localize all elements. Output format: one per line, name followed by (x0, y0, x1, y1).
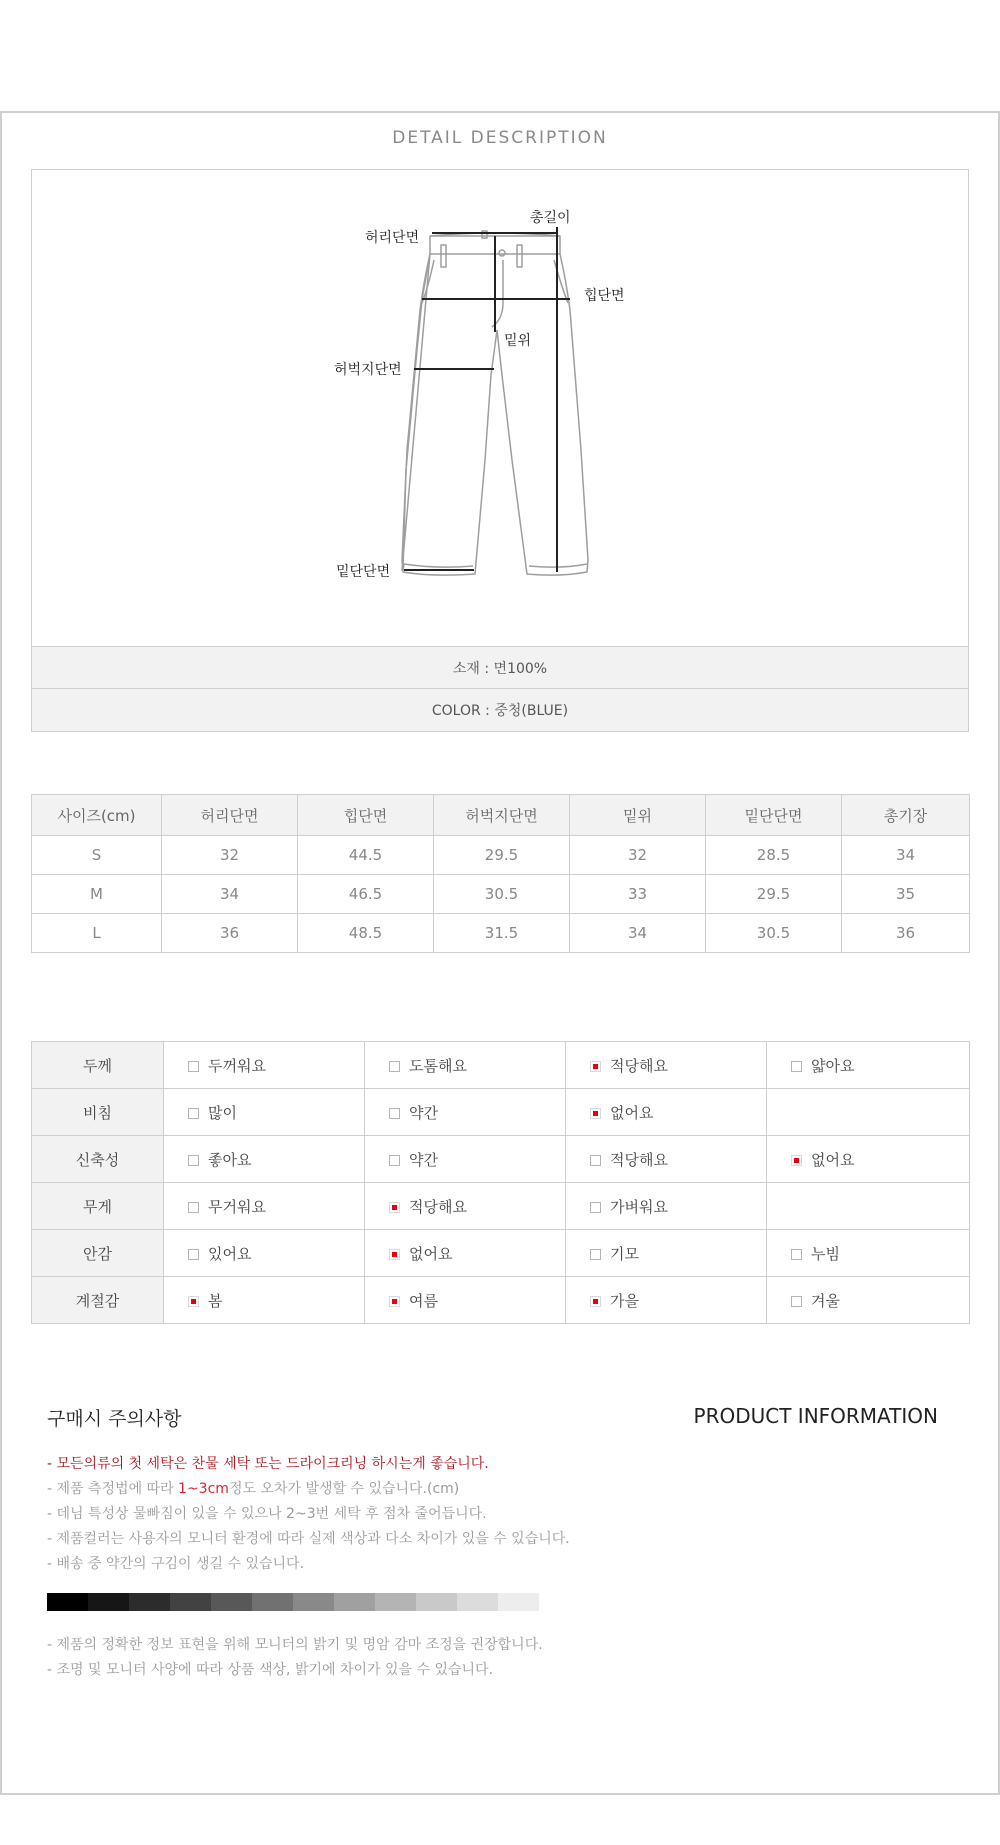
thigh-label: 허벅지단면 (334, 362, 402, 378)
table-cell: 30.5 (706, 914, 842, 953)
option-cell (365, 1136, 566, 1183)
table-cell: 32 (162, 836, 298, 875)
list-item: - 데님 특성상 물빠짐이 있을 수 있으나 2~3번 세탁 후 점차 줄어듭니다. (47, 1506, 487, 1522)
option-cell (365, 1230, 566, 1277)
option-label: 많이 (208, 1103, 237, 1122)
grayscale-swatch (416, 1593, 457, 1611)
option-label: 가벼워요 (610, 1197, 668, 1216)
option-label: 없어요 (610, 1103, 654, 1122)
option-label: 약간 (409, 1150, 438, 1169)
option-label: 좋아요 (208, 1150, 252, 1169)
option-cell (365, 1089, 566, 1136)
hem-header: 밑단단면 (706, 795, 842, 836)
table-cell: 46.5 (298, 875, 434, 914)
footer-notes (47, 1633, 543, 1683)
unchecked-checkbox-icon (188, 1108, 199, 1119)
thigh-header: 허벅지단면 (434, 795, 570, 836)
option-label: 봄 (208, 1291, 223, 1310)
waist-header: 허리단면 (162, 795, 298, 836)
option-cell (566, 1089, 767, 1136)
option-cell (164, 1277, 365, 1324)
option-label: 없어요 (409, 1244, 453, 1263)
hip-header: 힙단면 (298, 795, 434, 836)
characteristic-label: 안감 (32, 1230, 164, 1277)
table-cell: S (32, 836, 162, 875)
grayscale-swatch (334, 1593, 375, 1611)
unchecked-checkbox-icon (389, 1108, 400, 1119)
table-row (32, 836, 970, 875)
option-label: 적당해요 (610, 1056, 668, 1075)
option-cell (164, 1042, 365, 1089)
table-row (32, 1277, 970, 1324)
table-cell: 33 (570, 875, 706, 914)
option-cell (767, 1230, 970, 1277)
table-cell: M (32, 875, 162, 914)
grayscale-swatch (252, 1593, 293, 1611)
tolerance-highlight: 1~3cm (178, 1481, 229, 1497)
grayscale-swatch (498, 1593, 539, 1611)
option-cell (566, 1136, 767, 1183)
option-label: 여름 (409, 1291, 438, 1310)
option-cell (566, 1277, 767, 1324)
option-cell (767, 1277, 970, 1324)
list-item (47, 1477, 570, 1502)
option-cell (566, 1230, 767, 1277)
table-cell: 30.5 (434, 875, 570, 914)
table-row (32, 914, 970, 953)
grayscale-swatch (457, 1593, 498, 1611)
option-cell (365, 1183, 566, 1230)
characteristic-label: 계절감 (32, 1277, 164, 1324)
rise-header: 밑위 (570, 795, 706, 836)
option-label: 적당해요 (409, 1197, 467, 1216)
notice-text: 정도 오차가 발생할 수 있습니다.(cm) (228, 1481, 460, 1497)
unchecked-checkbox-icon (389, 1155, 400, 1166)
table-cell: 28.5 (706, 836, 842, 875)
unchecked-checkbox-icon (791, 1296, 802, 1307)
option-cell (365, 1042, 566, 1089)
checked-checkbox-icon (590, 1061, 601, 1072)
unchecked-checkbox-icon (791, 1061, 802, 1072)
grayscale-bar (47, 1593, 539, 1611)
table-row (32, 1136, 970, 1183)
table-cell: 44.5 (298, 836, 434, 875)
characteristic-label: 무게 (32, 1183, 164, 1230)
pants-outline-icon (32, 170, 968, 646)
option-label: 적당해요 (610, 1150, 668, 1169)
checked-checkbox-icon (389, 1296, 400, 1307)
unchecked-checkbox-icon (188, 1061, 199, 1072)
hip-label: 힙단면 (584, 288, 625, 304)
table-cell: 32 (570, 836, 706, 875)
table-row (32, 1042, 970, 1089)
grayscale-swatch (211, 1593, 252, 1611)
product-information-heading: PRODUCT INFORMATION (693, 1404, 938, 1428)
option-cell (566, 1183, 767, 1230)
list-item: - 제품컬러는 사용자의 모니터 환경에 따라 실제 색상과 다소 차이가 있을 수 있습니다. (47, 1531, 570, 1547)
checked-checkbox-icon (188, 1296, 199, 1307)
color-info: COLOR : 중청(BLUE) (32, 688, 968, 731)
grayscale-swatch (88, 1593, 129, 1611)
grayscale-swatch (293, 1593, 334, 1611)
unchecked-checkbox-icon (389, 1061, 400, 1072)
table-cell: 36 (842, 914, 970, 953)
option-label: 무거워요 (208, 1197, 266, 1216)
checked-checkbox-icon (389, 1249, 400, 1260)
table-row (32, 1230, 970, 1277)
section-title: DETAIL DESCRIPTION (392, 128, 608, 148)
option-cell (767, 1089, 970, 1136)
table-row (32, 1089, 970, 1136)
option-label: 도톰해요 (409, 1056, 467, 1075)
total-length-label: 총길이 (530, 210, 571, 226)
measurement-diagram-box (31, 169, 969, 732)
option-cell (767, 1183, 970, 1230)
unchecked-checkbox-icon (188, 1249, 199, 1260)
option-cell (566, 1042, 767, 1089)
option-cell (164, 1230, 365, 1277)
unchecked-checkbox-icon (188, 1202, 199, 1213)
table-row (32, 875, 970, 914)
option-label: 약간 (409, 1103, 438, 1122)
hem-label: 밑단단면 (336, 564, 391, 580)
checked-checkbox-icon (791, 1155, 802, 1166)
characteristic-label: 비침 (32, 1089, 164, 1136)
option-label: 기모 (610, 1244, 639, 1263)
table-cell: 34 (570, 914, 706, 953)
notice-title: 구매시 주의사항 (47, 1408, 182, 1430)
table-cell: 35 (842, 875, 970, 914)
characteristics-table (31, 1041, 970, 1324)
list-item: - 제품의 정확한 정보 표현을 위해 모니터의 밝기 및 명암 감마 조정을 권장합니다. (47, 1637, 543, 1653)
rise-label: 밑위 (504, 333, 532, 349)
option-label: 가을 (610, 1291, 639, 1310)
checked-checkbox-icon (590, 1108, 601, 1119)
checked-checkbox-icon (590, 1296, 601, 1307)
option-label: 얇아요 (811, 1056, 855, 1075)
grayscale-swatch (375, 1593, 416, 1611)
option-label: 겨울 (811, 1291, 840, 1310)
table-cell: 34 (162, 875, 298, 914)
option-cell (767, 1136, 970, 1183)
table-cell: 31.5 (434, 914, 570, 953)
list-item: - 모든의류의 첫 세탁은 찬물 세탁 또는 드라이크리닝 하시는게 좋습니다. (47, 1456, 489, 1472)
notice-list (47, 1452, 570, 1577)
option-cell (164, 1089, 365, 1136)
grayscale-swatch (170, 1593, 211, 1611)
characteristic-label: 신축성 (32, 1136, 164, 1183)
table-row (32, 1183, 970, 1230)
unchecked-checkbox-icon (188, 1155, 199, 1166)
table-cell: 36 (162, 914, 298, 953)
material-info: 소재 : 면100% (32, 646, 968, 688)
table-cell: 34 (842, 836, 970, 875)
option-cell (164, 1183, 365, 1230)
option-label: 두꺼워요 (208, 1056, 266, 1075)
table-cell: 29.5 (434, 836, 570, 875)
option-cell (767, 1042, 970, 1089)
checked-checkbox-icon (389, 1202, 400, 1213)
unchecked-checkbox-icon (791, 1249, 802, 1260)
option-cell (365, 1277, 566, 1324)
waist-label: 허리단면 (365, 230, 420, 246)
size-header: 사이즈(cm) (32, 795, 162, 836)
grayscale-swatch (47, 1593, 88, 1611)
option-cell (164, 1136, 365, 1183)
option-label: 없어요 (811, 1150, 855, 1169)
total-length-header: 총기장 (842, 795, 970, 836)
size-table-header (32, 795, 970, 836)
list-item: - 배송 중 약간의 구김이 생길 수 있습니다. (47, 1556, 305, 1572)
unchecked-checkbox-icon (590, 1249, 601, 1260)
grayscale-swatch (129, 1593, 170, 1611)
table-cell: L (32, 914, 162, 953)
unchecked-checkbox-icon (590, 1155, 601, 1166)
characteristic-label: 두께 (32, 1042, 164, 1089)
table-cell: 48.5 (298, 914, 434, 953)
notice-text: - 제품 측정법에 따라 (47, 1481, 179, 1497)
size-table (31, 794, 970, 953)
list-item: - 조명 및 모니터 사양에 따라 상품 색상, 밝기에 차이가 있을 수 있습니다. (47, 1662, 494, 1678)
option-label: 누빔 (811, 1244, 840, 1263)
unchecked-checkbox-icon (590, 1202, 601, 1213)
option-label: 있어요 (208, 1244, 252, 1263)
table-cell: 29.5 (706, 875, 842, 914)
